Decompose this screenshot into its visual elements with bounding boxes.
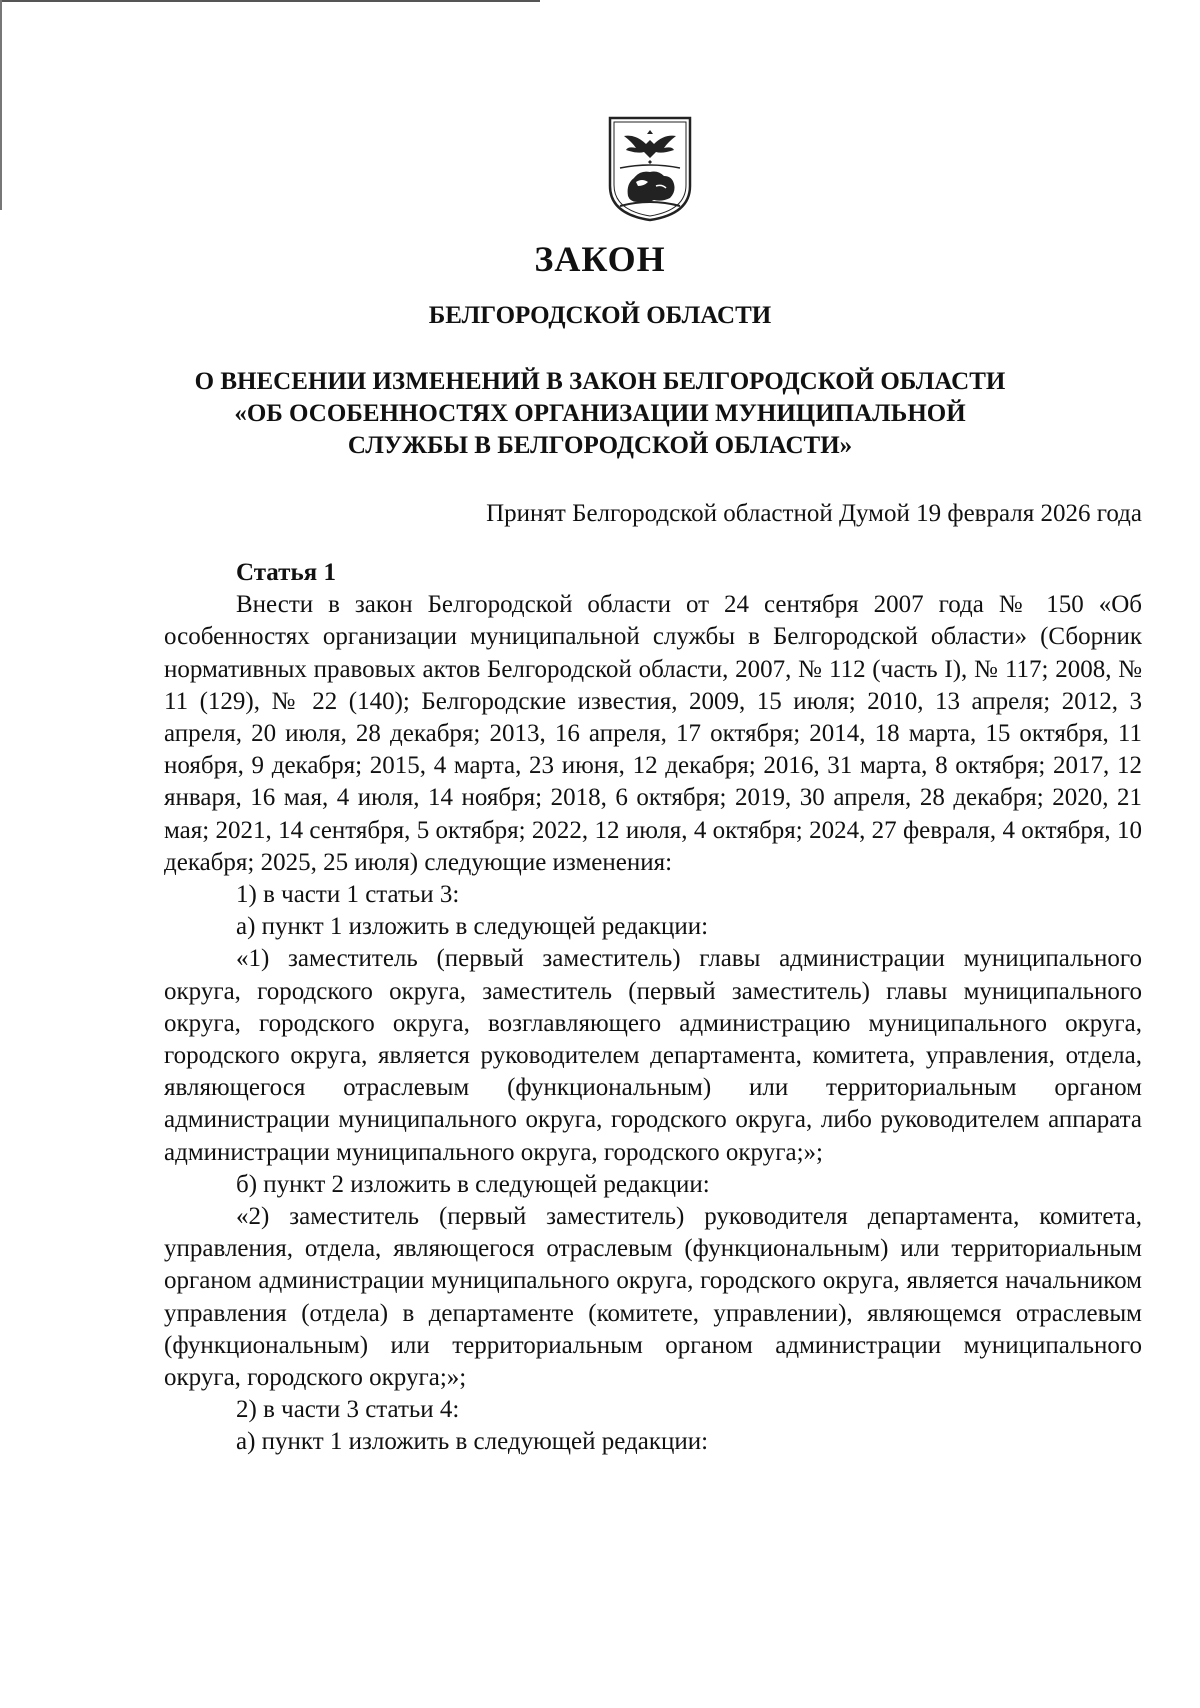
document-subject <box>0 366 1200 462</box>
paragraph: 2) в части 3 статьи 4: <box>236 1396 460 1424</box>
article-body <box>164 557 1142 1459</box>
paragraph: а) пункт 1 изложить в следующей редакции: <box>236 913 709 941</box>
scan-edge-left <box>0 0 2 210</box>
paragraph: «1) заместитель (первый заместитель) главы администрации муниципального округа, городского округа, заместитель (первый заместитель) главы муниципального округа, городского округа, возглавляющего администрацию муниципального округа, городского округа, является руководителем департамента, комитета, управления, отдела, являющегося отраслевым (функциональным) или территориальным органом администрации муниципального округа, городского округа, либо руководителем аппарата администрации муниципального округа, городского округа;»; <box>164 945 1142 1166</box>
paragraph: «2) заместитель (первый заместитель) руководителя департамента, комитета, управления, отдела, являющегося отраслевым (функциональным) или территориальным органом администрации муниципального округа, городского округа, является начальником управления (отдела) в департаменте (комитете, управлении), являющемся отраслевым (функциональным) или территориальным органом администрации муниципального округа, городского округа;»; <box>164 1203 1142 1392</box>
adoption-note: Принят Белгородской областной Думой 19 февраля 2026 года <box>486 500 1142 527</box>
paragraph: б) пункт 2 изложить в следующей редакции: <box>236 1170 710 1198</box>
paragraph: 1) в части 1 статьи 3: <box>236 881 460 909</box>
belgorod-coat-of-arms-icon <box>606 114 694 224</box>
article-title: Статья 1 <box>236 559 336 586</box>
document-region: БЕЛГОРОДСКОЙ ОБЛАСТИ <box>428 302 772 329</box>
subject-line: СЛУЖБЫ В БЕЛГОРОДСКОЙ ОБЛАСТИ» <box>347 432 853 459</box>
paragraph: а) пункт 1 изложить в следующей редакции: <box>236 1428 709 1456</box>
subject-line: «ОБ ОСОБЕННОСТЯХ ОРГАНИЗАЦИИ МУНИЦИПАЛЬНОЙ <box>234 400 966 427</box>
document-title: ЗАКОН <box>534 239 666 279</box>
paragraph: Внести в закон Белгородской области от 24 сентября 2007 года № 150 «Об особенностях организации муниципальной службы в Белгородской области» (Сборник нормативных правовых актов Белгородской области, 2007, № 112 (часть I), № 117; 2008, № 11 (129), № 22 (140); Белгородские известия, 2009, 15 июля; 2010, 13 апреля; 2012, 3 апреля, 20 июля, 28 декабря; 2013, 16 апреля, 17 октября; 2014, 18 марта, 15 октября, 11 ноября, 9 декабря; 2015, 4 марта, 23 июня, 12 декабря; 2016, 31 марта, 8 октября; 2017, 12 января, 16 мая, 4 июля, 14 ноября; 2018, 6 октября; 2019, 30 апреля, 28 декабря; 2020, 21 мая; 2021, 14 сентября, 5 октября; 2022, 12 июля, 4 октября; 2024, 27 февраля, 4 октября, 10 декабря; 2025, 25 июля) следующие изменения: <box>164 591 1142 876</box>
subject-line: О ВНЕСЕНИИ ИЗМЕНЕНИЙ В ЗАКОН БЕЛГОРОДСКОЙ ОБЛАСТИ <box>194 368 1006 395</box>
scan-edge-top <box>0 0 540 2</box>
